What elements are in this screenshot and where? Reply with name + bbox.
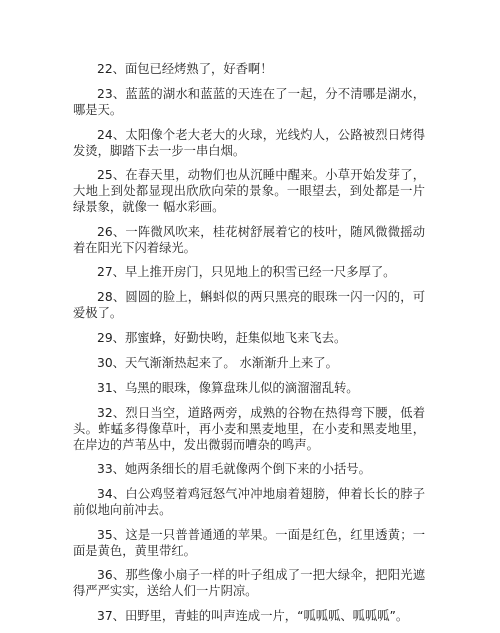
- paragraph-23: 23、蓝蓝的湖水和蓝蓝的天连在了一起，分不清哪是湖水，哪是天。: [73, 87, 425, 117]
- paragraph-36: 36、那些像小扇子一样的叶子组成了一把大绿伞，把阳光遮得严严实实，送给人们一片阴凉。: [73, 568, 425, 598]
- paragraph-32: 32、烈日当空，道路两旁，成熟的谷物在热得弯下腰，低着头。蚱蜢多得像草叶，再小麦和黑麦地里，在小麦和黑麦地里，在岸边的芦苇丛中，发出微弱而嘈杂的鸣声。: [73, 405, 425, 452]
- paragraph-33: 33、她两条细长的眉毛就像两个倒下来的小括号。: [97, 462, 371, 476]
- document-body: [73, 61, 425, 633]
- paragraph-30: 30、天气渐渐热起来了。 水渐渐升上来了。: [97, 355, 338, 370]
- paragraph-24: 24、太阳像个老大老大的火球，光线灼人，公路被烈日烤得发烫，脚踏下去一步一串白烟。: [73, 127, 425, 158]
- paragraph-26: 26、一阵微风吹来，桂花树舒展着它的枝叶，随风微微摇动着在阳光下闪着绿光。: [73, 224, 425, 255]
- paragraph-22: 22、面包已经烤熟了，好香啊！: [97, 62, 273, 76]
- paragraph-28: 28、圆圆的脸上，蝌蚪似的两只黑亮的眼珠一闪一闪的，可爱极了。: [73, 290, 425, 320]
- paragraph-25: 25、在春天里，动物们也从沉睡中醒来。小草开始发芽了，大地上到处都显现出欣欣向荣的景象。一眼望去，到处都是一片绿景象，就像一 幅水彩画。: [73, 168, 425, 214]
- paragraph-27: 27、早上推开房门，只见地上的积雪已经一尺多厚了。: [97, 265, 396, 279]
- paragraph-35: 35、这是一只普普通通的苹果。一面是红色，红里透黄；一面是黄色，黄里带红。: [73, 527, 425, 558]
- paragraph-29: 29、那蜜蜂，好勤快哟，赶集似地飞来飞去。: [97, 330, 347, 345]
- paragraph-34: 34、白公鸡竖着鸡冠怒气冲冲地扇着翅膀，伸着长长的脖子前似地向前冲去。: [73, 487, 425, 517]
- paragraph-31: 31、乌黑的眼珠，像算盘珠儿似的滴溜溜乱转。: [97, 380, 359, 395]
- paragraph-37: 37、田野里，青蛙的叫声连成一片，“呱呱呱、呱呱呱”。: [97, 608, 409, 623]
